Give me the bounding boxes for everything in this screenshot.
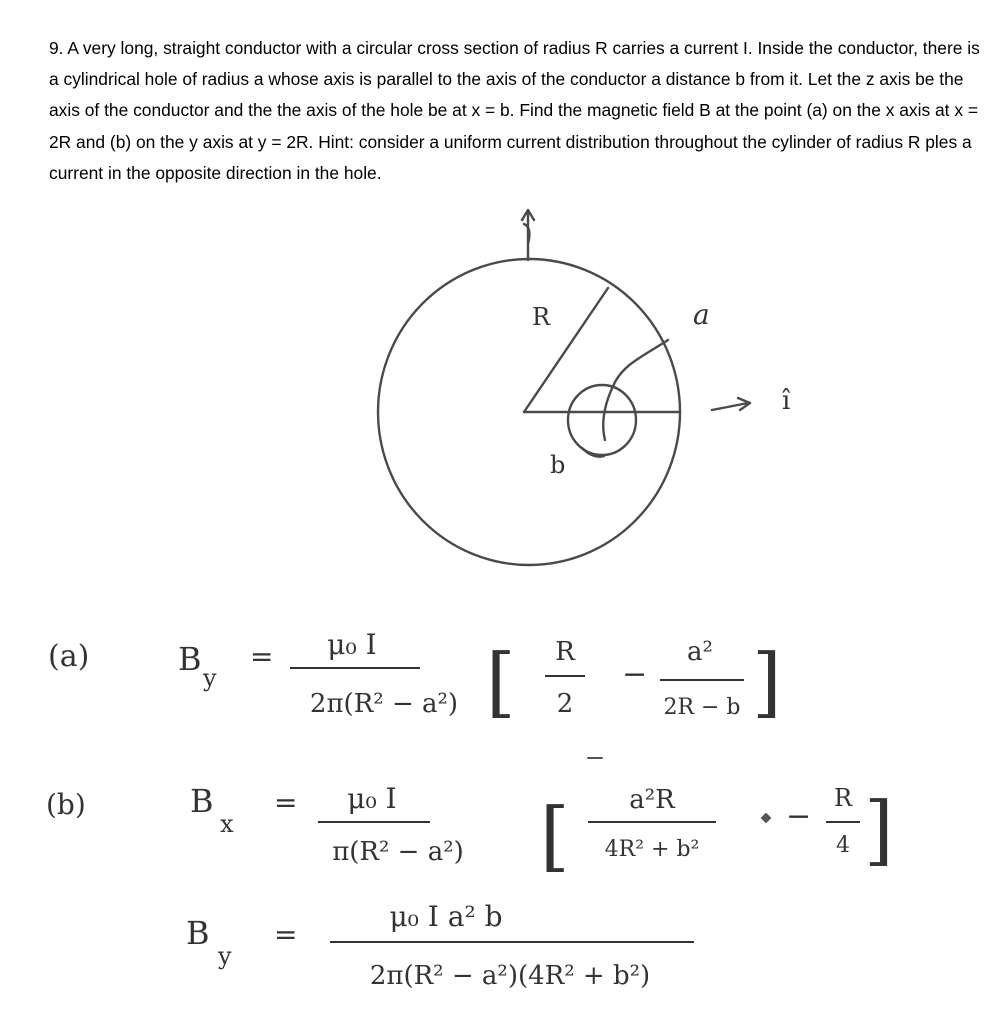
label-R: R xyxy=(532,303,551,331)
solution-b-open-bracket: [ xyxy=(540,791,570,880)
solution-a-open-bracket: [ xyxy=(486,637,516,726)
solution-a-minus: − xyxy=(622,657,648,692)
solution-c-den: 2π(R² − a²)(4R² + b²) xyxy=(369,961,651,991)
solution-b-close-bracket: ] xyxy=(864,785,894,874)
solution-a-term1-den: 2 xyxy=(556,689,574,719)
solution-c-lhs-sub: y xyxy=(218,942,232,970)
solution-a-coef-num: μ₀ I xyxy=(327,628,377,661)
solution-a-coef-den: 2π(R² − a²) xyxy=(309,689,459,719)
solution-b-coef-den: π(R² − a²) xyxy=(332,837,464,867)
solution-a-lhs: B xyxy=(178,640,202,678)
solution-c-lhs: B xyxy=(186,914,210,952)
unit-vector-arrow-icon xyxy=(712,398,750,410)
ink-blot xyxy=(762,814,770,822)
problem-statement: 9. A very long, straight conductor with a circular cross section of radius R carries a current I. Inside the conductor, there is a cylindrical hole of radius a whose axis is parallel to the axis of the conductor a distance b from it. Let the z axis be the axis of the conductor and the the axis of the hole be at x = b. Find the magnetic field B at the point (a) on the x axis at x = 2R and (b) on the y axis at y = 2R. Hint: consider a uniform current distribution throughout the cylinder of radius R ples a current in the opposite direction in the hole. xyxy=(49,38,980,183)
conductor-diagram xyxy=(378,210,750,565)
solution-c xyxy=(186,900,694,991)
label-b: b xyxy=(550,451,566,479)
solution-a-label: (a) xyxy=(48,639,90,674)
solution-b-term1-den: 4R² + b² xyxy=(604,837,700,862)
solution-b-term2-den: 4 xyxy=(836,833,850,858)
label-unit-vector: î xyxy=(782,386,791,416)
solution-a-close-bracket: ] xyxy=(752,637,782,726)
stray-marks xyxy=(588,758,770,822)
solution-a-term2-den: 2R − b xyxy=(663,695,741,720)
diagram-labels xyxy=(532,298,791,479)
solution-b-term2-num: R xyxy=(833,784,853,812)
solution-a-term1-num: R xyxy=(555,637,575,667)
solution-a xyxy=(48,628,782,726)
solution-a-lhs-sub: y xyxy=(203,664,217,692)
solution-b-minus: − xyxy=(786,799,812,834)
label-a: a xyxy=(693,298,710,331)
solution-a-term2-num: a² xyxy=(687,637,713,667)
solution-b-equals: = xyxy=(274,786,298,819)
solution-b-term1-num: a²R xyxy=(629,785,675,815)
solution-b-lhs-sub: x xyxy=(220,810,234,838)
current-arrow-icon xyxy=(522,210,534,260)
solution-b-label: (b) xyxy=(46,788,86,821)
solution-b-lhs: B xyxy=(190,782,214,820)
solution-c-equals: = xyxy=(274,918,298,951)
solution-b xyxy=(46,782,894,880)
solution-a-equals: = xyxy=(250,640,274,673)
hole-outline xyxy=(568,385,636,455)
solution-b-coef-num: μ₀ I xyxy=(347,782,397,815)
solution-c-num: μ₀ I a² b xyxy=(389,900,503,933)
